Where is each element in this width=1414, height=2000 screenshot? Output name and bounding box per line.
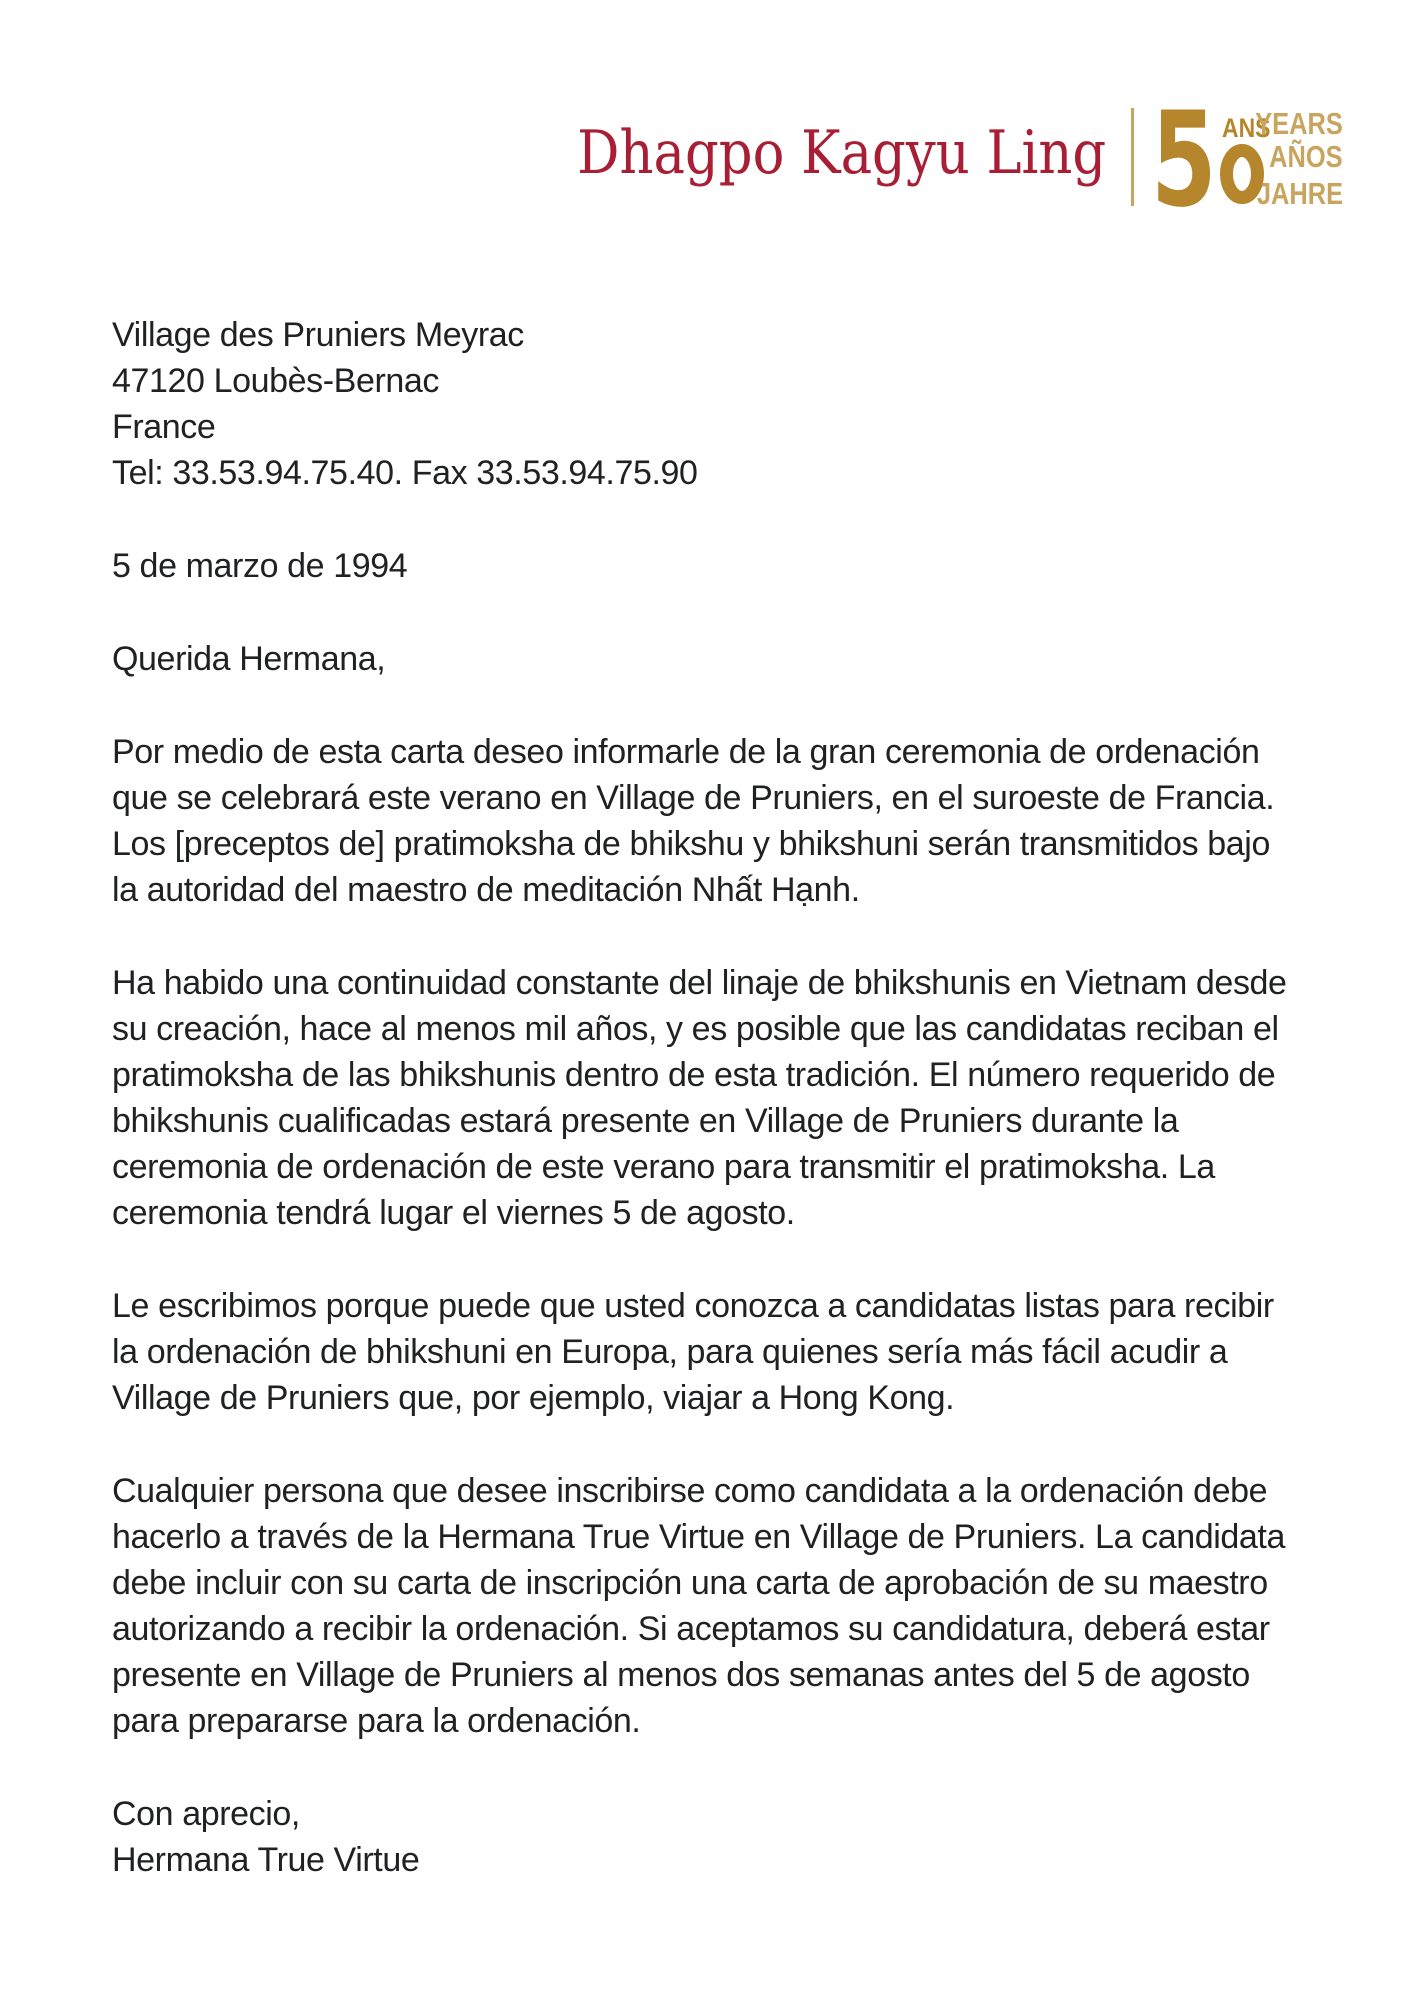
salutation [112,636,1322,682]
header-divider [1131,108,1134,206]
paragraph [112,1283,1322,1421]
anniversary-anos-label: AÑOS [1269,139,1343,174]
paragraph-line: Cualquier persona que desee inscribirse como candidata a la ordenación debe [112,1472,1268,1510]
paragraph-line: la ordenación de bhikshuni en Europa, para quienes sería más fácil acudir a [112,1333,1228,1371]
paragraph-line: ceremonia tendrá lugar el viernes 5 de agosto. [112,1194,795,1232]
date-line: 5 de marzo de 1994 [112,547,408,585]
address-line: France [112,408,216,446]
salutation-line: Querida Hermana, [112,640,386,678]
paragraph [112,1468,1322,1744]
paragraph-line: Por medio de esta carta deseo informarle de la gran ceremonia de ordenación [112,733,1260,771]
paragraph-line: Village de Pruniers que, por ejemplo, viajar a Hong Kong. [112,1379,955,1417]
address-line: Tel: 33.53.94.75.40. Fax 33.53.94.75.90 [112,454,698,492]
letterhead [0,0,1414,210]
paragraph-line: presente en Village de Pruniers al menos dos semanas antes del 5 de agosto [112,1656,1250,1694]
letter-date [112,543,1322,589]
address-line: 47120 Loubès-Bernac [112,362,439,400]
address-line: Village des Pruniers Meyrac [112,316,524,354]
letter-body [112,312,1322,1883]
paragraph-line: su creación, hace al menos mil años, y es posible que las candidatas reciban el [112,1010,1279,1048]
paragraph [112,960,1322,1236]
paragraph-line: ceremonia de ordenación de este verano para transmitir el pratimoksha. La [112,1148,1215,1186]
anniversary-years-label: YEARS [1255,106,1343,141]
paragraph-line: para prepararse para la ordenación. [112,1702,641,1740]
paragraph-line: autorizando a recibir la ordenación. Si aceptamos su candidatura, deberá estar [112,1610,1270,1648]
paragraph-line: Le escribimos porque puede que usted conozca a candidatas listas para recibir [112,1287,1274,1325]
signature-name: Hermana True Virtue [112,1841,420,1879]
closing [112,1791,1322,1883]
paragraph-line: bhikshunis cualificadas estará presente en Village de Pruniers durante la [112,1102,1179,1140]
anniversary-50-logo [1151,106,1343,211]
anniversary-jahre-label: JAHRE [1256,176,1343,211]
paragraph-line: Ha habido una continuidad constante del linaje de bhikshunis en Vietnam desde [112,964,1287,1002]
paragraph-line: hacerlo a través de la Hermana True Virtue en Village de Pruniers. La candidata [112,1518,1285,1556]
svg-text:5: 5 [1151,108,1217,208]
closing-line: Con aprecio, [112,1795,300,1833]
paragraph-line: debe incluir con su carta de inscripción una carta de aprobación de su maestro [112,1564,1268,1602]
paragraph-line: Los [preceptos de] pratimoksha de bhikshu y bhikshuni serán transmitidos bajo [112,825,1270,863]
paragraph-line: que se celebrará este verano en Village de Pruniers, en el suroeste de Francia. [112,779,1275,817]
sender-address [112,312,1322,496]
paragraph [112,729,1322,913]
org-title: Dhagpo Kagyu Ling [576,118,1106,188]
paragraph-line: la autoridad del maestro de meditación Nhất Hạnh. [112,871,860,909]
paragraph-line: pratimoksha de las bhikshunis dentro de esta tradición. El número requerido de [112,1056,1276,1094]
anniversary-ans-label: ANS [1222,113,1271,143]
